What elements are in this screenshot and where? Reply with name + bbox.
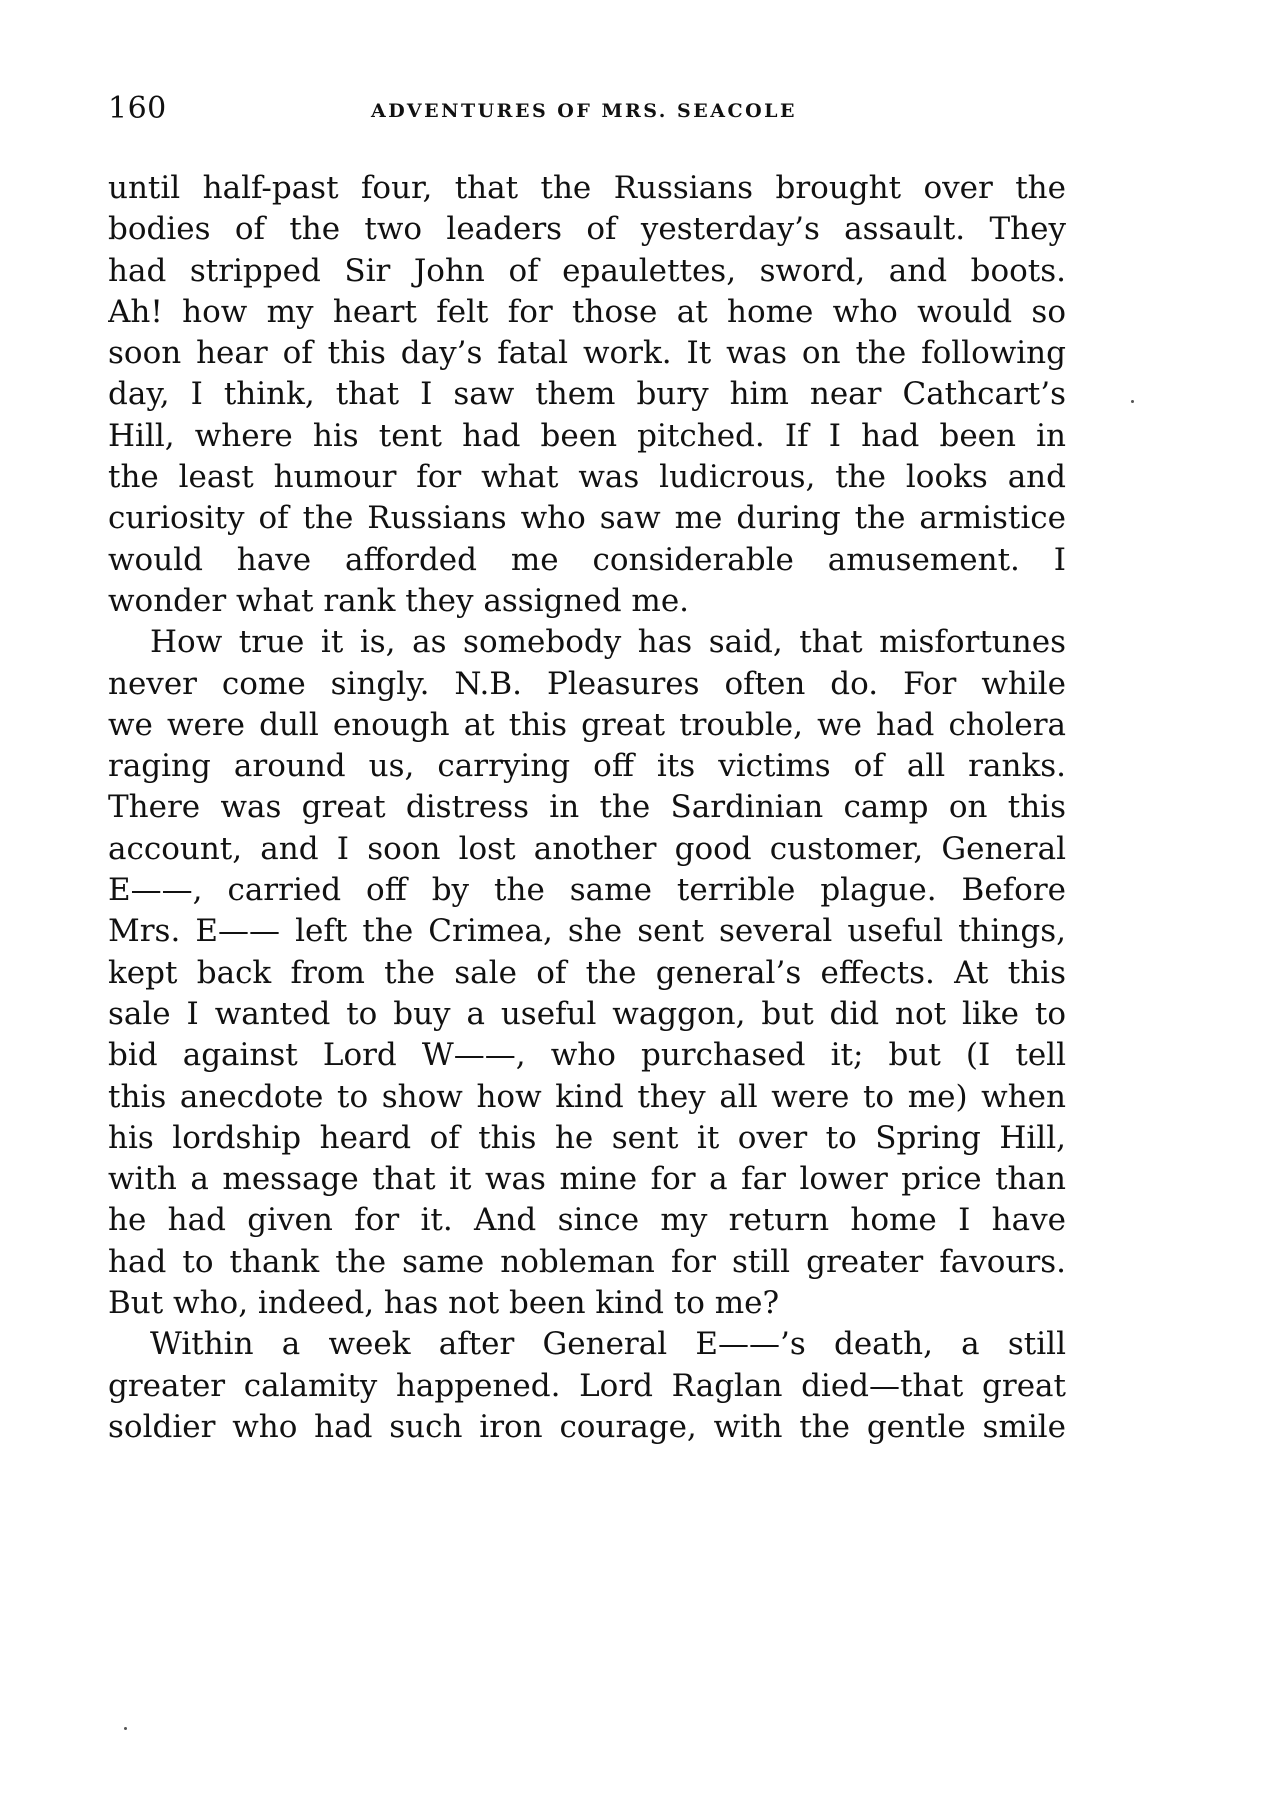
text-line: this anecdote to show how kind they all were to me) when xyxy=(108,1078,1066,1115)
text-line: bid against Lord W——, who purchased it; but (I tell xyxy=(108,1037,1066,1074)
text-line: never come singly. N.B. Pleasures often do. For while xyxy=(108,665,1066,702)
text-line: How true it is, as somebody has said, that misfortunes xyxy=(150,624,1066,661)
page-number: 160 xyxy=(108,91,167,126)
text-line: Mrs. E—— left the Crimea, she sent several useful things, xyxy=(108,913,1066,950)
text-line: curiosity of the Russians who saw me during the armistice xyxy=(108,500,1066,537)
text-line: soldier who had such iron courage, with the gentle smile xyxy=(108,1408,1066,1445)
text-line: E——, carried off by the same terrible plague. Before xyxy=(108,872,1066,909)
paper-speck xyxy=(124,1727,127,1730)
text-line: soon hear of this day’s fatal work. It was on the following xyxy=(108,335,1066,372)
paragraph-3 xyxy=(108,1324,1066,1448)
text-line: sale I wanted to buy a useful waggon, but did not like to xyxy=(108,995,1066,1032)
text-line: the least humour for what was ludicrous, the looks and xyxy=(108,459,1066,496)
text-line: account, and I soon lost another good customer, General xyxy=(108,830,1066,867)
text-line: kept back from the sale of the general’s effects. At this xyxy=(108,954,1066,991)
text-line: Hill, where his tent had been pitched. If I had been in xyxy=(108,417,1066,454)
page-header xyxy=(108,92,1060,142)
text-line: had to thank the same nobleman for still greater favours. xyxy=(108,1243,1066,1280)
paragraph-2 xyxy=(108,622,1066,1324)
text-line: would have afforded me considerable amusement. I xyxy=(108,541,1066,578)
running-title: ADVENTURES OF MRS. SEACOLE xyxy=(371,100,797,122)
text-line: bodies of the two leaders of yesterday’s assault. They xyxy=(108,211,1066,248)
text-line: had stripped Sir John of epaulettes, sword, and boots. xyxy=(108,252,1066,289)
text-line: Within a week after General E——’s death, a still xyxy=(150,1326,1066,1363)
text-line: greater calamity happened. Lord Raglan died—that great xyxy=(108,1367,1066,1404)
text-line: wonder what rank they assigned me. xyxy=(108,582,690,619)
text-line: he had given for it. And since my return home I have xyxy=(108,1202,1066,1239)
text-line: But who, indeed, has not been kind to me? xyxy=(108,1285,780,1322)
text-line: we were dull enough at this great trouble, we had cholera xyxy=(108,706,1066,743)
paragraph-1 xyxy=(108,168,1066,622)
paper-speck xyxy=(1131,400,1134,403)
text-line: until half-past four, that the Russians brought over the xyxy=(108,170,1066,206)
text-line: with a message that it was mine for a far lower price than xyxy=(108,1161,1066,1198)
text-line: raging around us, carrying off its victims of all ranks. xyxy=(108,748,1066,785)
text-line: There was great distress in the Sardinian camp on this xyxy=(108,789,1066,826)
text-line: Ah! how my heart felt for those at home who would so xyxy=(108,293,1066,330)
text-line: day, I think, that I saw them bury him near Cathcart’s xyxy=(108,376,1066,413)
body-text xyxy=(108,168,1066,1448)
text-line: his lordship heard of this he sent it over to Spring Hill, xyxy=(108,1119,1066,1156)
